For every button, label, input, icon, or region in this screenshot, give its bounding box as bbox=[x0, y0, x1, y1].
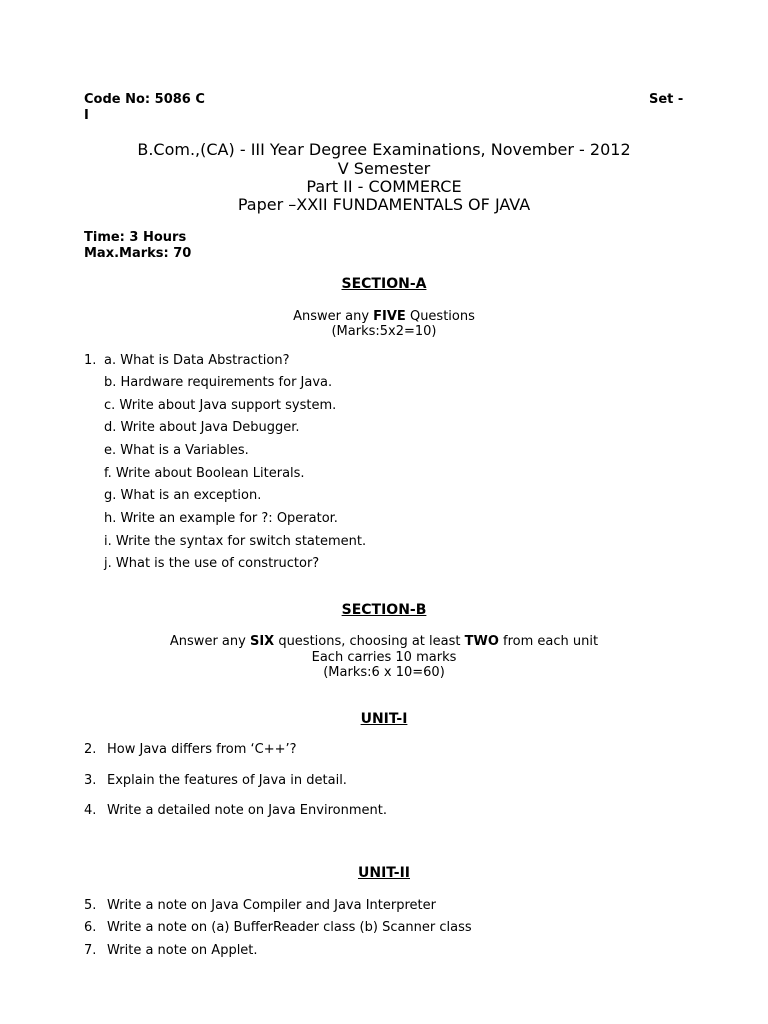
instr-text: from each unit bbox=[498, 634, 599, 649]
question-text: Write a note on Applet. bbox=[107, 943, 258, 958]
sub-question bbox=[104, 534, 366, 549]
sub-question-text: What is an exception. bbox=[120, 488, 262, 503]
section-b-marks: (Marks:6 x 10=60) bbox=[323, 665, 445, 680]
time-info: Time: 3 Hours bbox=[84, 230, 187, 245]
sub-question bbox=[104, 556, 319, 571]
sub-question-text: What is a Variables. bbox=[120, 443, 249, 458]
sub-question-letter: f. bbox=[104, 466, 112, 481]
question-text: Explain the features of Java in detail. bbox=[107, 773, 347, 788]
sub-question bbox=[104, 511, 338, 526]
instr-text: Questions bbox=[405, 309, 475, 324]
sub-question bbox=[104, 353, 290, 368]
part-title: Part II - COMMERCE bbox=[306, 177, 462, 196]
set-value: I bbox=[84, 108, 89, 123]
instr-text: questions, choosing at least bbox=[274, 634, 465, 649]
sub-question bbox=[104, 443, 249, 458]
section-b-each: Each carries 10 marks bbox=[311, 650, 457, 665]
instr-text: Answer any bbox=[169, 634, 250, 649]
sub-question-letter: g. bbox=[104, 488, 117, 503]
sub-question-text: Write an example for ?: Operator. bbox=[120, 511, 338, 526]
set-label: Set - bbox=[649, 92, 684, 107]
instr-bold: FIVE bbox=[373, 309, 406, 324]
instr-bold: TWO bbox=[464, 634, 499, 649]
sub-question-text: Write the syntax for switch statement. bbox=[115, 534, 367, 549]
sub-question-letter: d. bbox=[104, 420, 117, 435]
question-number: 5. bbox=[84, 898, 97, 913]
question-number: 3. bbox=[84, 773, 97, 788]
sub-question-text: Write about Boolean Literals. bbox=[115, 466, 305, 481]
max-marks-info: Max.Marks: 70 bbox=[84, 246, 192, 261]
unit-2-heading: UNIT-II bbox=[357, 865, 410, 881]
instr-bold: SIX bbox=[249, 634, 275, 649]
question-number: 1. bbox=[84, 353, 97, 368]
sub-question bbox=[104, 488, 261, 503]
sub-question-letter: c. bbox=[104, 398, 116, 413]
sub-question bbox=[104, 420, 300, 435]
question-text: Write a detailed note on Java Environment. bbox=[107, 803, 387, 818]
sub-question-letter: j. bbox=[104, 556, 112, 571]
question-number: 7. bbox=[84, 943, 97, 958]
section-a-marks: (Marks:5x2=10) bbox=[331, 324, 437, 339]
question-text: How Java differs from ‘C++’? bbox=[107, 742, 297, 757]
sub-question-text: Write about Java Debugger. bbox=[120, 420, 300, 435]
section-b-heading: SECTION-B bbox=[341, 602, 427, 618]
sub-question-text: What is the use of constructor? bbox=[115, 556, 320, 571]
sub-question bbox=[104, 398, 336, 413]
semester-title: V Semester bbox=[337, 159, 431, 178]
sub-question bbox=[104, 466, 305, 481]
unit-1-heading: UNIT-I bbox=[360, 711, 408, 727]
instr-text: Answer any bbox=[293, 309, 374, 324]
question-text: Write a note on (a) BufferReader class (b) Scanner class bbox=[107, 920, 472, 935]
sub-question-letter: i. bbox=[104, 534, 112, 549]
sub-question-text: What is Data Abstraction? bbox=[120, 353, 290, 368]
question-number: 4. bbox=[84, 803, 97, 818]
section-a-heading: SECTION-A bbox=[341, 276, 427, 292]
paper-title: Paper –XXII FUNDAMENTALS OF JAVA bbox=[237, 195, 531, 214]
question-number: 6. bbox=[84, 920, 97, 935]
question-text: Write a note on Java Compiler and Java Interpreter bbox=[107, 898, 436, 913]
sub-question-letter: h. bbox=[104, 511, 117, 526]
question-number: 2. bbox=[84, 742, 97, 757]
code-number: Code No: 5086 C bbox=[84, 92, 205, 107]
section-b-instructions bbox=[0, 634, 768, 649]
sub-question-text: Write about Java support system. bbox=[119, 398, 337, 413]
sub-question bbox=[104, 375, 332, 390]
sub-question-letter: b. bbox=[104, 375, 117, 390]
sub-question-letter: e. bbox=[104, 443, 117, 458]
sub-question-letter: a. bbox=[104, 353, 117, 368]
section-a-instructions bbox=[0, 309, 768, 324]
exam-title: B.Com.,(CA) - III Year Degree Examinations, November - 2012 bbox=[137, 140, 631, 159]
sub-question-text: Hardware requirements for Java. bbox=[120, 375, 333, 390]
